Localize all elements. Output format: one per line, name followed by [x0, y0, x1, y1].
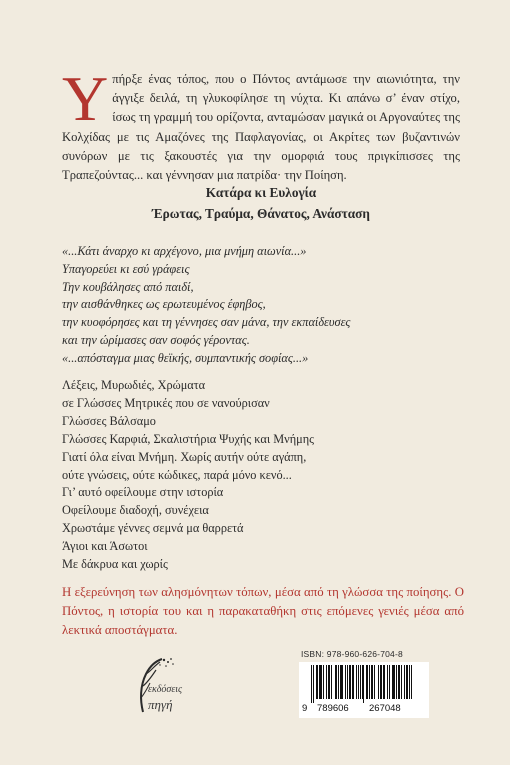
barcode-bar: [389, 665, 390, 699]
poem-line: Γλώσσες Βάλσαμο: [62, 413, 156, 428]
barcode-bar: [371, 665, 372, 699]
barcode-bar: [335, 665, 336, 699]
publisher-name-line-1: εκδόσεις: [148, 684, 183, 695]
barcode-bar: [367, 665, 368, 699]
barcode-bar: [378, 665, 379, 699]
barcode-bar: [328, 665, 329, 699]
barcode-bar: [374, 665, 375, 699]
poem-line: Με δάκρυα και χωρίς: [62, 557, 168, 572]
poem-line: σε Γλώσσες Μητρικές που σε νανούρισαν: [62, 395, 270, 410]
barcode-bar: [360, 665, 361, 699]
barcode-bar: [398, 665, 399, 699]
barcode-bar: [366, 665, 367, 699]
barcode-bar: [381, 665, 382, 699]
poem-italic-stanza: [62, 243, 462, 368]
barcode: [299, 662, 429, 718]
barcode-bar: [356, 665, 357, 699]
barcode-bar: [387, 665, 388, 699]
publisher-name-line-2: πηγή: [148, 697, 173, 712]
drop-cap: Υ: [62, 63, 109, 134]
barcode-bar: [338, 665, 339, 699]
barcode-bars: [311, 665, 417, 703]
barcode-bar: [399, 665, 400, 699]
isbn-label: ISBN: 978-960-626-704-8: [301, 649, 403, 659]
barcode-bar: [407, 665, 408, 699]
barcode-bar: [326, 665, 327, 699]
poem-line: «...απόσταγμα μιας θεϊκής, συμπαντικής σοφίας...»: [62, 350, 309, 365]
poem-line: Γι’ αυτό οφείλουμε στην ιστορία: [62, 485, 224, 500]
barcode-bar: [409, 665, 410, 699]
barcode-bar: [384, 665, 385, 699]
summary-paragraph: Η εξερεύνηση των αλησμόνητων τόπων, μέσα από τη γλώσσα της ποίησης. Ο Πόντος, η ιστορία του και η παρακαταθήκη στις επόμενες γενιές μέσα από λεκτικά αποστάγματα.: [62, 585, 464, 637]
barcode-bar: [396, 665, 397, 699]
subtitle-line-2: Έρωτας, Τραύμα, Θάνατος, Ανάσταση: [152, 206, 370, 221]
barcode-bar: [320, 665, 321, 699]
barcode-digit-first: 9: [302, 703, 308, 714]
barcode-bar: [340, 665, 341, 699]
barcode-bar: [406, 665, 407, 699]
barcode-bar: [380, 665, 381, 699]
poem-regular-stanza: [62, 377, 462, 574]
barcode-bar: [369, 665, 370, 699]
poem-line: Λέξεις, Μυρωδιές, Χρώματα: [62, 378, 206, 392]
barcode-bar: [345, 665, 346, 699]
poem-line: Υπαγορεύει κι εσύ γράφεις: [62, 261, 190, 276]
barcode-bar: [392, 665, 393, 699]
poem-line: Γλώσσες Καρφιά, Σκαλιστήρια Ψυχής και Μνήμης: [62, 431, 315, 446]
barcode-bar: [362, 665, 363, 699]
poem-line: ούτε γνώσεις, ούτε κώδικες, παρά μόνο κενό...: [62, 467, 292, 482]
poem-line: Χρωστάμε γέννες σεμνά μα θαρρετά: [62, 521, 244, 536]
poem-line: την κυοφόρησες και τη γέννησες σαν μάνα, την εκπαίδευσες: [62, 315, 351, 330]
barcode-bar: [347, 665, 348, 699]
poem-line: «...Κάτι άναρχο κι αρχέγονο, μια μνήμη αιωνία...»: [62, 244, 307, 258]
barcode-bar: [393, 665, 394, 699]
barcode-bar: [404, 665, 405, 699]
intro-text: πήρξε ένας τόπος, που ο Πόντος αντάμωσε την αιωνιότητα, την άγγιξε δειλά, τη γλυκοφίλησε τη νύχτα. Κι απάνω σ’ έναν στίχο, ίσως τη γραμμή του ορίζοντα, ανταμώσαν μαγικά οι Αργοναύτες της Κολχίδας με τις Αμαζόνες της Παφλαγονίας, οι Ακρίτες των βυζαντινών συνόρων με τις ξακουστές για την ομορφιά τους πριγκίπισσες της Τραπεζούντας... και γέννησαν μια πατρίδα· την Ποίηση.: [62, 72, 460, 183]
barcode-bar: [341, 665, 342, 699]
barcode-bar: [329, 665, 330, 699]
poem-line: Άγιοι και Άσωτοι: [62, 539, 148, 554]
barcode-bar: [342, 665, 343, 699]
barcode-bar: [317, 665, 318, 699]
intro-paragraph: [62, 63, 460, 185]
barcode-bar: [316, 665, 317, 699]
barcode-bar: [331, 665, 332, 699]
barcode-bar: [323, 665, 324, 699]
barcode-bar: [311, 665, 312, 703]
barcode-bar: [336, 665, 337, 699]
barcode-bar: [353, 665, 354, 699]
barcode-bar: [411, 665, 412, 699]
poem-line: Οφείλουμε διαδοχή, συνέχεια: [62, 503, 209, 518]
barcode-bar: [401, 665, 402, 699]
barcode-bar: [352, 665, 353, 699]
barcode-bar: [372, 665, 373, 699]
poem-line: Γιατί όλα είναι Μνήμη. Χωρίς αυτήν ούτε αγάπη,: [62, 449, 307, 464]
barcode-bar: [394, 665, 395, 699]
poem-line: Την κουβάλησες από παιδί,: [62, 279, 194, 294]
barcode-bar: [349, 665, 350, 699]
barcode-bar: [319, 665, 320, 699]
barcode-bar: [313, 665, 314, 703]
barcode-bar: [350, 665, 351, 699]
subtitle-line-1: Κατάρα κι Ευλογία: [205, 185, 317, 200]
barcode-digits-right: 267048: [369, 703, 401, 714]
poem-line: και την ώρίμασες σαν σοφός γέροντας.: [62, 332, 250, 347]
poem-line: την αισθάνθηκες ως ερωτευμένος έφηβος,: [62, 297, 266, 312]
barcode-digits-left: 789606: [317, 703, 349, 714]
barcode-bar: [358, 665, 359, 699]
barcode-bar: [363, 665, 364, 703]
barcode-bar: [383, 665, 384, 699]
barcode-bar: [321, 665, 322, 699]
